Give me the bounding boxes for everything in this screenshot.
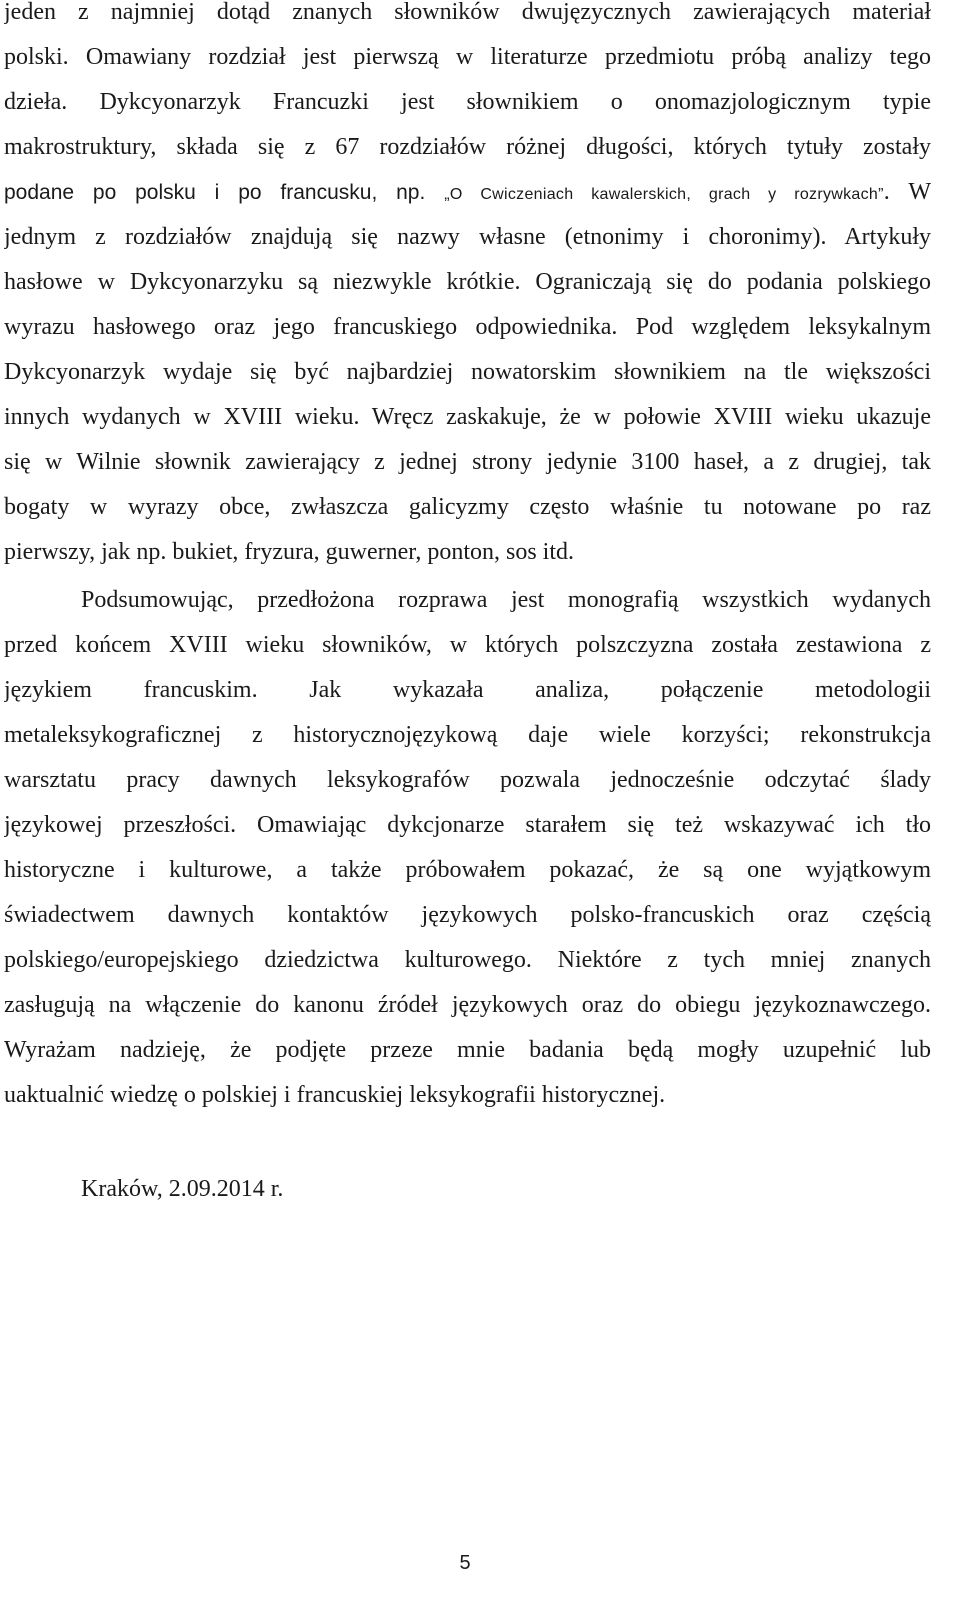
text-line: hasłowe w Dykcyonarzyku są niezwykle krótkie. Ograniczają się do podania polskiego — [4, 269, 931, 295]
text-line: wyrazu hasłowego oraz jego francuskiego odpowiednika. Pod względem leksykalnym — [4, 314, 931, 340]
text-line: jeden z najmniej dotąd znanych słowników dwujęzycznych zawierających materiał — [4, 0, 931, 25]
text-line: Podsumowując, przedłożona rozprawa jest monografią wszystkich wydanych — [81, 587, 931, 613]
text-line: historyczne i kulturowe, a także próbowałem pokazać, że są one wyjątkowym — [4, 857, 931, 883]
text-line: metaleksykograficznej z historycznojęzykową daje wiele korzyści; rekonstrukcja — [4, 722, 931, 748]
text-line: się w Wilnie słownik zawierający z jednej strony jedynie 3100 haseł, a z drugiej, tak — [4, 449, 931, 475]
page-number: 5 — [459, 1552, 471, 1574]
place-and-date: Kraków, 2.09.2014 r. — [81, 1176, 284, 1202]
text-line: świadectwem dawnych kontaktów językowych polsko-francuskich oraz częścią — [4, 902, 931, 928]
text-line: warsztatu pracy dawnych leksykografów pozwala jednocześnie odczytać ślady — [4, 767, 931, 793]
text-line — [4, 169, 931, 215]
text-segment: podane po polsku i po francusku, np. — [4, 181, 445, 204]
text-line: językowej przeszłości. Omawiając dykcjonarze starałem się też wskazywać ich tło — [4, 812, 931, 838]
text-segment: . W — [883, 179, 931, 205]
text-line: bogaty w wyrazy obce, zwłaszcza galicyzmy często właśnie tu notowane po raz — [4, 494, 931, 520]
text-line: polskiego/europejskiego dziedzictwa kulturowego. Niektóre z tych mniej znanych — [4, 947, 931, 973]
text-line: uaktualnić wiedzę o polskiej i francuskiej leksykografii historycznej. — [4, 1082, 666, 1108]
text-line: jednym z rozdziałów znajdują się nazwy własne (etnonimy i choronimy). Artykuły — [4, 224, 931, 250]
chapter-title-quote: „O Cwiczeniach kawalerskich, grach y rozrywkach” — [444, 186, 884, 203]
text-line: innych wydanych w XVIII wieku. Wręcz zaskakuje, że w połowie XVIII wieku ukazuje — [4, 404, 931, 430]
text-line: językiem francuskim. Jak wykazała analiza, połączenie metodologii — [4, 677, 931, 703]
text-line: makrostruktury, składa się z 67 rozdziałów różnej długości, których tytuły zostały — [4, 134, 931, 160]
text-line: zasługują na włączenie do kanonu źródeł językowych oraz do obiegu językoznawczego. — [4, 992, 931, 1018]
text-line: Dykcyonarzyk wydaje się być najbardziej nowatorskim słownikiem na tle większości — [4, 359, 931, 385]
text-line: dzieła. Dykcyonarzyk Francuzki jest słownikiem o onomazjologicznym typie — [4, 89, 931, 115]
text-line: Wyrażam nadzieję, że podjęte przeze mnie badania będą mogły uzupełnić lub — [4, 1037, 931, 1063]
text-line: polski. Omawiany rozdział jest pierwszą w literaturze przedmiotu próbą analizy tego — [4, 44, 931, 70]
text-line: przed końcem XVIII wieku słowników, w których polszczyzna została zestawiona z — [4, 632, 931, 658]
text-line: pierwszy, jak np. bukiet, fryzura, guwerner, ponton, sos itd. — [4, 539, 575, 565]
